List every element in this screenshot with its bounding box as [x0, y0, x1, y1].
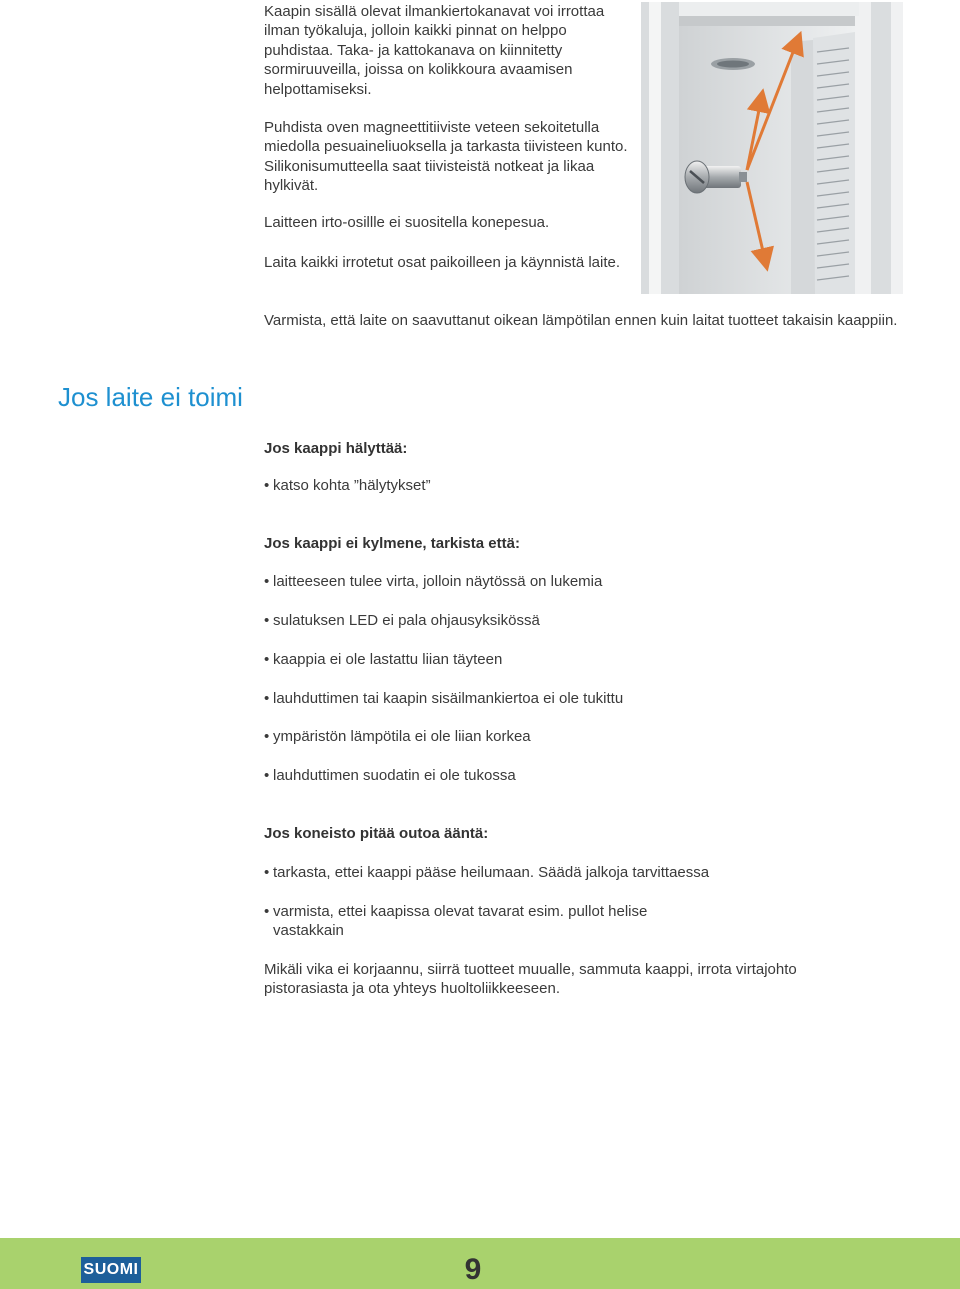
closing-paragraph: Mikäli vika ei korjaannu, siirrä tuotteet muualle, sammuta kaappi, irrota virtajohto pistorasiasta ja ota yhteys huoltoliikkeeseen. — [264, 961, 797, 998]
cabinet-interior-photo — [641, 2, 903, 294]
intro-paragraph-dishwasher: Laitteen irto-osillle ei suositella konepesua. — [264, 214, 550, 231]
cabinet-illustration — [641, 2, 903, 294]
noise-heading: Jos koneisto pitää outoa ääntä: — [264, 825, 489, 842]
bullet-icon: • — [264, 612, 270, 629]
bullet-icon: • — [264, 651, 270, 668]
language-label: SUOMI — [81, 1257, 141, 1283]
list-item-alarm: • katso kohta ”hälytykset” — [264, 477, 431, 494]
section-title: Jos laite ei toimi — [58, 382, 243, 412]
list-item-noise-2: • varmista, ettei kaapissa olevat tavarat esim. pullot helise vastakkain — [264, 903, 648, 940]
list-item-cooling-3: • kaappia ei ole lastattu liian täyteen — [264, 651, 503, 668]
list-item-noise-1: • tarkasta, ettei kaappi pääse heilumaan. Säädä jalkoja tarvittaessa — [264, 864, 710, 881]
bullet-icon: • — [264, 864, 270, 881]
bullet-icon: • — [264, 728, 270, 745]
bullet-icon: • — [264, 477, 270, 494]
page-number: 9 — [464, 1253, 482, 1286]
cooling-heading: Jos kaappi ei kylmene, tarkista että: — [264, 535, 520, 552]
list-item-cooling-1: • laitteeseen tulee virta, jolloin näytössä on lukemia — [264, 573, 603, 590]
list-item-cooling-2: • sulatuksen LED ei pala ohjausyksikössä — [264, 612, 540, 629]
list-item-cooling-5: • ympäristön lämpötila ei ole liian korkea — [264, 728, 531, 745]
intro-paragraph-reassemble: Laita kaikki irrotetut osat paikoilleen ja käynnistä laite. — [264, 254, 621, 271]
list-item-cooling-4: • lauhduttimen tai kaapin sisäilmankiertoa ei ole tukittu — [264, 690, 624, 707]
bullet-icon: • — [264, 573, 270, 590]
intro-paragraph-gasket: Puhdista oven magneettitiiviste veteen sekoitetulla miedolla pesuaineliuoksella ja tarkasta tiivisteen kunto. Silikonisumutteella saat tiivisteistä notkeat ja likaa hylkivät. — [264, 119, 628, 195]
list-item-cooling-6: • lauhduttimen suodatin ei ole tukossa — [264, 767, 516, 784]
bullet-icon: • — [264, 903, 270, 920]
alarm-heading: Jos kaappi hälyttää: — [264, 440, 408, 457]
intro-paragraph-temperature: Varmista, että laite on saavuttanut oikean lämpötilan ennen kuin laitat tuotteet takaisin kaappiin. — [264, 312, 898, 329]
bullet-icon: • — [264, 690, 270, 707]
intro-paragraph-ducts: Kaapin sisällä olevat ilmankiertokanavat voi irrottaa ilman työkaluja, jolloin kaikki pinnat on helppo puhdistaa. Taka- ja kattokanava on kiinnitetty sormiruuveilla, joissa on kolikkoura avaamisen helpottamiseksi. — [264, 3, 605, 98]
bullet-icon: • — [264, 767, 270, 784]
